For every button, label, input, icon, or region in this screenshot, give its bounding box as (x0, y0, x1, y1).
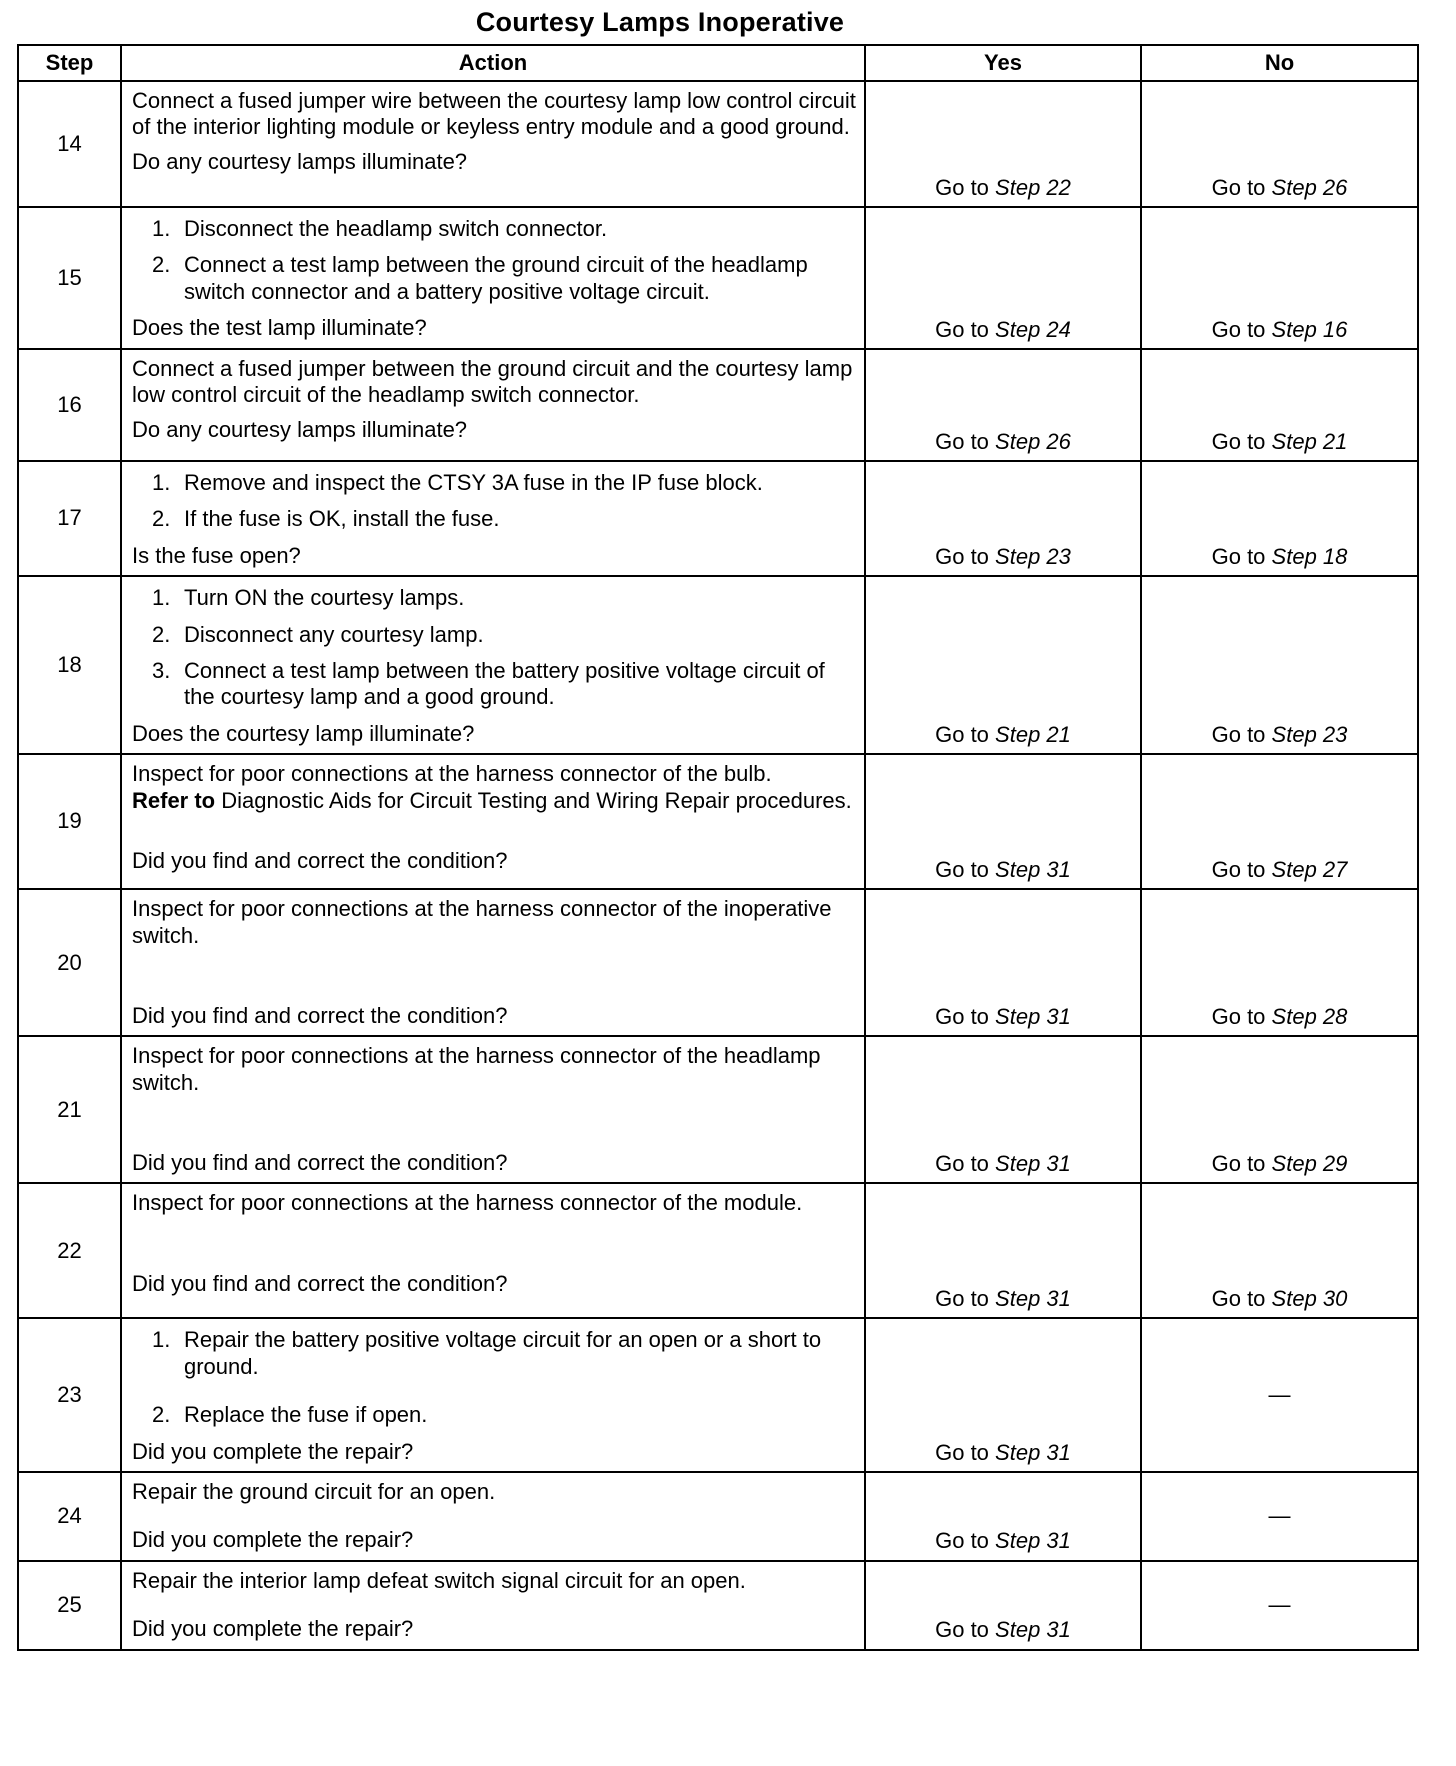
no-cell (1141, 1036, 1418, 1183)
page-title: Courtesy Lamps Inoperative (475, 7, 845, 37)
action-step-item (152, 622, 856, 648)
question-text: Do any courtesy lamps illuminate? (132, 148, 468, 174)
no-step-link[interactable]: Step 27 (1271, 856, 1348, 882)
item-number: 2. (152, 1402, 171, 1428)
action-text: Repair the interior lamp defeat switch signal circuit for an open. (132, 1567, 746, 1593)
no-cell (1141, 889, 1418, 1036)
yes-step-link[interactable]: Step 31 (995, 1617, 1071, 1643)
question-text: Did you find and correct the condition? (132, 1150, 508, 1176)
step-number: 16 (18, 349, 121, 461)
item-text: Disconnect any courtesy lamp. (184, 621, 484, 647)
go-to-label: Go to (1211, 721, 1266, 747)
question-text: Did you find and correct the condition? (132, 847, 508, 873)
item-number: 2. (152, 252, 171, 278)
column-header-action: Action (121, 45, 865, 81)
item-text: Disconnect the headlamp switch connector. (184, 216, 608, 241)
table-row (18, 576, 1418, 754)
table-row (18, 1561, 1418, 1650)
action-cell (121, 1318, 865, 1472)
item-number: 1. (152, 470, 171, 495)
yes-cell (865, 461, 1141, 576)
no-cell-dash: — (1141, 1472, 1418, 1561)
no-cell (1141, 461, 1418, 576)
action-cell (121, 1183, 865, 1318)
yes-step-link[interactable]: Step 31 (995, 1286, 1071, 1312)
item-text: Connect a test lamp between the ground circuit of the headlamp switch connector and a battery positive voltage circuit. (184, 252, 808, 304)
table-row (18, 1472, 1418, 1561)
yes-cell (865, 1561, 1141, 1650)
action-cell (121, 1036, 865, 1183)
action-step-item (152, 585, 856, 611)
action-step-item (152, 658, 856, 711)
go-to-label: Go to (1211, 428, 1266, 454)
question-text: Did you complete the repair? (132, 1438, 414, 1464)
yes-cell (865, 889, 1141, 1036)
yes-cell (865, 349, 1141, 461)
item-text: If the fuse is OK, install the fuse. (184, 506, 500, 532)
action-text: Inspect for poor connections at the harness connector of the inoperative switch. (132, 896, 832, 948)
spacer (132, 1096, 856, 1142)
action-text: Connect a fused jumper between the ground circuit and the courtesy lamp low control circuit of the headlamp switch connector. (132, 356, 853, 408)
step-number: 20 (18, 889, 121, 1036)
no-step-link[interactable]: Step 26 (1271, 174, 1348, 200)
yes-cell (865, 81, 1141, 207)
step-number: 25 (18, 1561, 121, 1650)
spacer (132, 949, 856, 995)
yes-cell (865, 1036, 1141, 1183)
item-number: 1. (152, 1327, 171, 1353)
yes-step-link[interactable]: Step 21 (995, 721, 1071, 747)
table-row (18, 461, 1418, 576)
go-to-label: Go to (935, 856, 989, 882)
step-number: 19 (18, 754, 121, 889)
no-cell (1141, 81, 1418, 207)
yes-cell (865, 1318, 1141, 1472)
step-number: 24 (18, 1472, 121, 1561)
refer-note (132, 788, 856, 814)
go-to-label: Go to (935, 1286, 989, 1312)
action-cell (121, 207, 865, 349)
question-text: Did you complete the repair? (132, 1616, 414, 1642)
yes-step-link[interactable]: Step 31 (995, 1003, 1071, 1029)
no-step-link[interactable]: Step 18 (1271, 543, 1348, 569)
no-step-link[interactable]: Step 21 (1271, 428, 1348, 454)
item-text: Connect a test lamp between the battery positive voltage circuit of the courtesy lamp and a good ground. (184, 657, 825, 710)
item-text: Repair the battery positive voltage circuit for an open or a short to ground. (184, 1327, 822, 1379)
no-cell-dash: — (1141, 1318, 1418, 1472)
action-cell (121, 461, 865, 576)
table-row (18, 81, 1418, 207)
go-to-label: Go to (935, 1003, 989, 1029)
table-row (18, 1036, 1418, 1183)
yes-step-link[interactable]: Step 31 (995, 856, 1071, 882)
no-cell-dash: — (1141, 1561, 1418, 1650)
action-cell (121, 81, 865, 207)
action-step-item (152, 216, 856, 242)
no-cell (1141, 754, 1418, 889)
no-cell (1141, 207, 1418, 349)
go-to-label: Go to (935, 1439, 989, 1465)
action-text: Repair the ground circuit for an open. (132, 1479, 496, 1505)
step-number: 15 (18, 207, 121, 349)
no-cell (1141, 576, 1418, 754)
question-text: Does the courtesy lamp illuminate? (132, 720, 475, 746)
table-row (18, 889, 1418, 1036)
go-to-label: Go to (935, 543, 989, 569)
no-step-link[interactable]: Step 28 (1271, 1003, 1348, 1029)
item-number: 2. (152, 621, 171, 647)
go-to-label: Go to (1211, 856, 1266, 882)
table-row (18, 754, 1418, 889)
diagnostic-table (17, 44, 1419, 1651)
yes-step-link[interactable]: Step 24 (995, 316, 1071, 342)
action-cell (121, 349, 865, 461)
question-text: Does the test lamp illuminate? (132, 315, 427, 341)
go-to-label: Go to (935, 1617, 989, 1643)
yes-step-link[interactable]: Step 22 (995, 174, 1071, 200)
question-text: Did you complete the repair? (132, 1527, 414, 1553)
no-step-link[interactable]: Step 29 (1271, 1151, 1348, 1177)
go-to-label: Go to (1211, 543, 1266, 569)
yes-cell (865, 754, 1141, 889)
question-text: Do any courtesy lamps illuminate? (132, 416, 468, 442)
go-to-label: Go to (1211, 174, 1266, 200)
go-to-label: Go to (1211, 1003, 1266, 1029)
no-step-link[interactable]: Step 16 (1271, 316, 1348, 342)
yes-step-link[interactable]: Step 31 (995, 1528, 1071, 1554)
yes-step-link[interactable]: Step 23 (995, 543, 1071, 569)
action-step-item (152, 252, 856, 305)
action-cell (121, 754, 865, 889)
no-step-link[interactable]: Step 23 (1271, 721, 1348, 747)
go-to-label: Go to (935, 174, 989, 200)
no-cell (1141, 349, 1418, 461)
item-text: Replace the fuse if open. (184, 1402, 428, 1428)
no-cell (1141, 1183, 1418, 1318)
item-number: 1. (152, 216, 171, 241)
action-step-item (152, 470, 856, 496)
question-text: Is the fuse open? (132, 542, 301, 568)
column-header-step: Step (18, 45, 121, 81)
question-text: Did you find and correct the condition? (132, 1270, 508, 1296)
go-to-label: Go to (1211, 316, 1266, 342)
step-number: 17 (18, 461, 121, 576)
action-text: Inspect for poor connections at the harness connector of the module. (132, 1190, 803, 1216)
go-to-label: Go to (935, 1528, 989, 1554)
column-header-no: No (1141, 45, 1418, 81)
table-row (18, 207, 1418, 349)
table-row (18, 1318, 1418, 1472)
go-to-label: Go to (935, 428, 989, 454)
action-cell (121, 576, 865, 754)
go-to-label: Go to (935, 721, 989, 747)
item-text: Turn ON the courtesy lamps. (184, 585, 465, 611)
yes-cell (865, 1472, 1141, 1561)
yes-step-link[interactable]: Step 31 (995, 1439, 1071, 1465)
step-number: 22 (18, 1183, 121, 1318)
spacer (132, 1217, 856, 1263)
action-cell (121, 889, 865, 1036)
action-step-item (152, 506, 856, 532)
item-text: Remove and inspect the CTSY 3A fuse in the IP fuse block. (184, 470, 763, 495)
refer-text: Diagnostic Aids for Circuit Testing and Wiring Repair procedures. (215, 787, 852, 813)
no-step-link[interactable]: Step 30 (1271, 1286, 1348, 1312)
step-number: 18 (18, 576, 121, 754)
yes-step-link[interactable]: Step 26 (995, 428, 1071, 454)
yes-cell (865, 207, 1141, 349)
step-number: 23 (18, 1318, 121, 1472)
step-number: 14 (18, 81, 121, 207)
column-header-yes: Yes (865, 45, 1141, 81)
go-to-label: Go to (935, 316, 989, 342)
refer-label: Refer to (132, 787, 216, 813)
item-number: 2. (152, 506, 171, 532)
item-number: 1. (152, 585, 171, 611)
table-row (18, 1183, 1418, 1318)
item-number: 3. (152, 657, 171, 683)
step-number: 21 (18, 1036, 121, 1183)
yes-cell (865, 1183, 1141, 1318)
yes-cell (865, 576, 1141, 754)
spacer (132, 1505, 856, 1519)
go-to-label: Go to (935, 1151, 989, 1177)
header-row (18, 45, 1418, 81)
action-text: Inspect for poor connections at the harness connector of the bulb. (132, 761, 772, 787)
spacer (132, 1594, 856, 1608)
action-cell (121, 1561, 865, 1650)
yes-step-link[interactable]: Step 31 (995, 1151, 1071, 1177)
action-step-item (152, 1327, 856, 1380)
action-cell (121, 1472, 865, 1561)
go-to-label: Go to (1211, 1286, 1266, 1312)
action-text: Inspect for poor connections at the harness connector of the headlamp switch. (132, 1043, 821, 1095)
go-to-label: Go to (1211, 1151, 1266, 1177)
action-text: Connect a fused jumper wire between the courtesy lamp low control circuit of the interior lighting module or keyless entry module and a good ground. (132, 88, 856, 140)
action-step-item (152, 1402, 856, 1428)
question-text: Did you find and correct the condition? (132, 1002, 508, 1028)
table-row (18, 349, 1418, 461)
spacer (132, 814, 856, 840)
